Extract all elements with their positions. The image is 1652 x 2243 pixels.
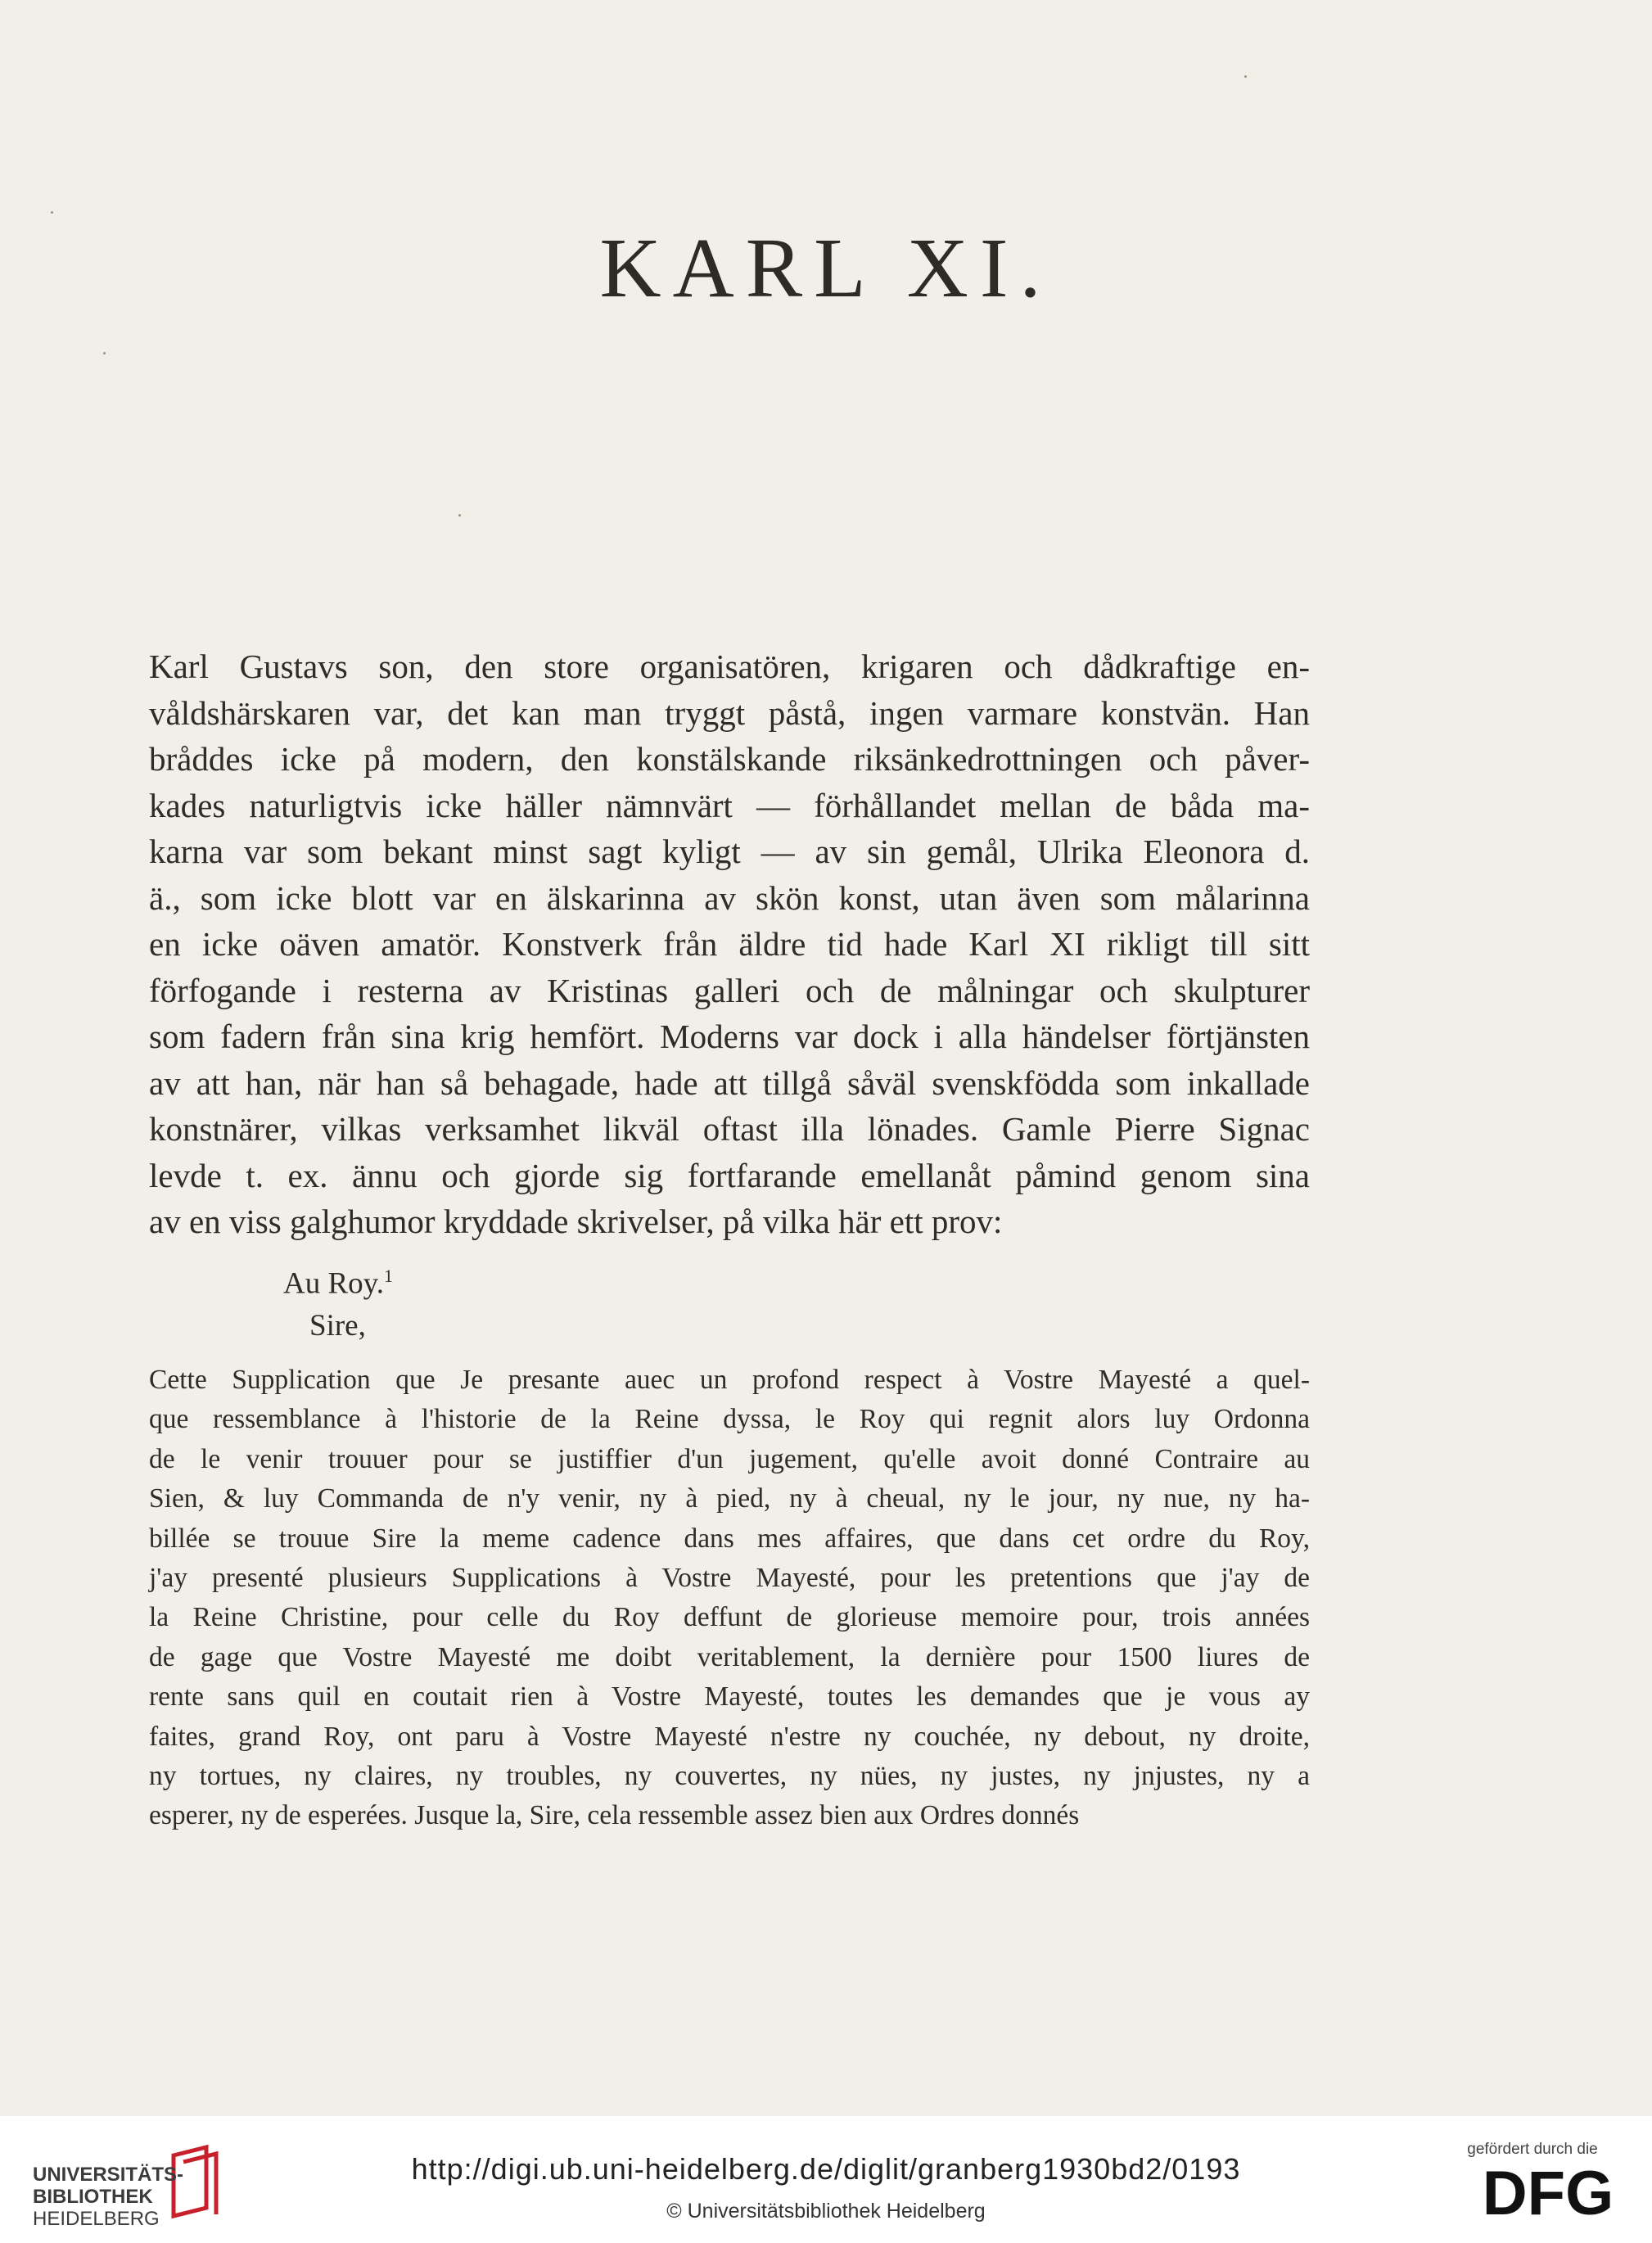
text-line: de le venir trouuer pour se justiffier d'un jugement, qu'elle avoit donné Contraire au [149, 1443, 1310, 1474]
footnote-mark: 1 [384, 1266, 393, 1286]
text-line: som fadern från sina krig hemfört. Moderns var dock i alla händelser förtjänsten [149, 1018, 1310, 1055]
text-line: rente sans quil en coutait rien à Vostre Mayesté, toutes les demandes que je vous ay [149, 1681, 1310, 1713]
text-line: bråddes icke på modern, den konstälskande riksänkedrottningen och påver- [149, 740, 1310, 778]
text-line: que ressemblance à l'historie de la Reine dyssa, le Roy qui regnit alors luy Ordonna [149, 1404, 1310, 1435]
letter-sire: Sire, [309, 1309, 366, 1343]
body-paragraph [149, 643, 1310, 1245]
copyright-notice: © Universitätsbibliothek Heidelberg [666, 2200, 986, 2223]
paper-speck [103, 352, 106, 354]
text-line: j'ay presenté plusieurs Supplications à Vostre Mayesté, pour les pretentions que j'ay de [149, 1562, 1310, 1593]
text-line: ä., som icke blott var en älskarinna av skön konst, utan även som målarinna [149, 878, 1310, 917]
text-line: esperer, ny de esperées. Jusque la, Sire, cela ressemble assez bien aux Ordres donnés [149, 1800, 1080, 1831]
text-line: billée se trouue Sire la meme cadence dans mes affaires, que dans cet ordre du Roy, [149, 1523, 1310, 1554]
library-name-line: UNIVERSITÄTS- [33, 2164, 184, 2186]
text-line: av att han, när han så behagade, hade att tillgå såväl svenskfödda som inkallade [149, 1063, 1310, 1102]
text-line: Cette Supplication que Je presante auec un profond respect à Vostre Mayesté a quel- [149, 1365, 1310, 1395]
dfg-logo-text: DFG [1482, 2164, 1614, 2221]
library-name-line: BIBLIOTHEK [33, 2186, 153, 2208]
text-line: karna var som bekant minst sagt kyligt — av sin gemål, Ulrika Eleonora d. [149, 833, 1310, 870]
text-line: kades naturligtvis icke häller nämnvärt — förhållandet mellan de båda ma- [149, 786, 1310, 824]
library-name-line: HEIDELBERG [33, 2208, 160, 2230]
digitization-footer [0, 2116, 1652, 2243]
text-line: Sien, & luy Commanda de n'y venir, ny à pied, ny à cheual, ny le jour, ny nue, ny ha- [149, 1483, 1310, 1514]
page-title: KARL XI. [599, 221, 1053, 315]
funding-note: gefördert durch die [1467, 2141, 1598, 2158]
text-line: av en viss galghumor kryddade skrivelser, på vilka här ett prov: [149, 1203, 1003, 1240]
dfg-logo-icon [1470, 2164, 1626, 2221]
letter-salutation [283, 1266, 393, 1301]
text-line: ny tortues, ny claires, ny troubles, ny couvertes, ny nües, ny justes, ny jnjustes, ny a [149, 1760, 1310, 1791]
paper-speck [1244, 75, 1247, 78]
salutation-text: Au Roy. [283, 1266, 384, 1301]
text-line: faites, grand Roy, ont paru à Vostre Mayesté n'estre ny couchée, ny debout, ny droite, [149, 1721, 1310, 1752]
text-line: de gage que Vostre Mayesté me doibt veritablement, la dernière pour 1500 liures de [149, 1641, 1310, 1672]
letter-quotation [149, 1361, 1310, 1836]
text-line: konstnärer, vilkas verksamhet likväl oftast illa lönades. Gamle Pierre Signac [149, 1110, 1310, 1148]
text-line: la Reine Christine, pour celle du Roy deffunt de glorieuse memoire pour, trois années [149, 1602, 1310, 1633]
text-line: våldshärskaren var, det kan man tryggt påstå, ingen varmare konstvän. Han [149, 693, 1310, 732]
text-line: levde t. ex. ännu och gjorde sig fortfarande emellanåt påmind genom sina [149, 1156, 1310, 1194]
paper-speck [458, 514, 461, 517]
text-line: en icke oäven amatör. Konstverk från äldre tid hade Karl XI rikligt till sitt [149, 925, 1310, 963]
text-line: förfogande i resterna av Kristinas galleri och de målningar och skulpturer [149, 971, 1310, 1009]
paper-speck [51, 211, 53, 214]
text-line: Karl Gustavs son, den store organisatören, krigaren och dådkraftige en- [149, 648, 1310, 685]
permalink-url[interactable]: http://digi.ub.uni-heidelberg.de/diglit/granberg1930bd2/0193 [411, 2152, 1241, 2186]
